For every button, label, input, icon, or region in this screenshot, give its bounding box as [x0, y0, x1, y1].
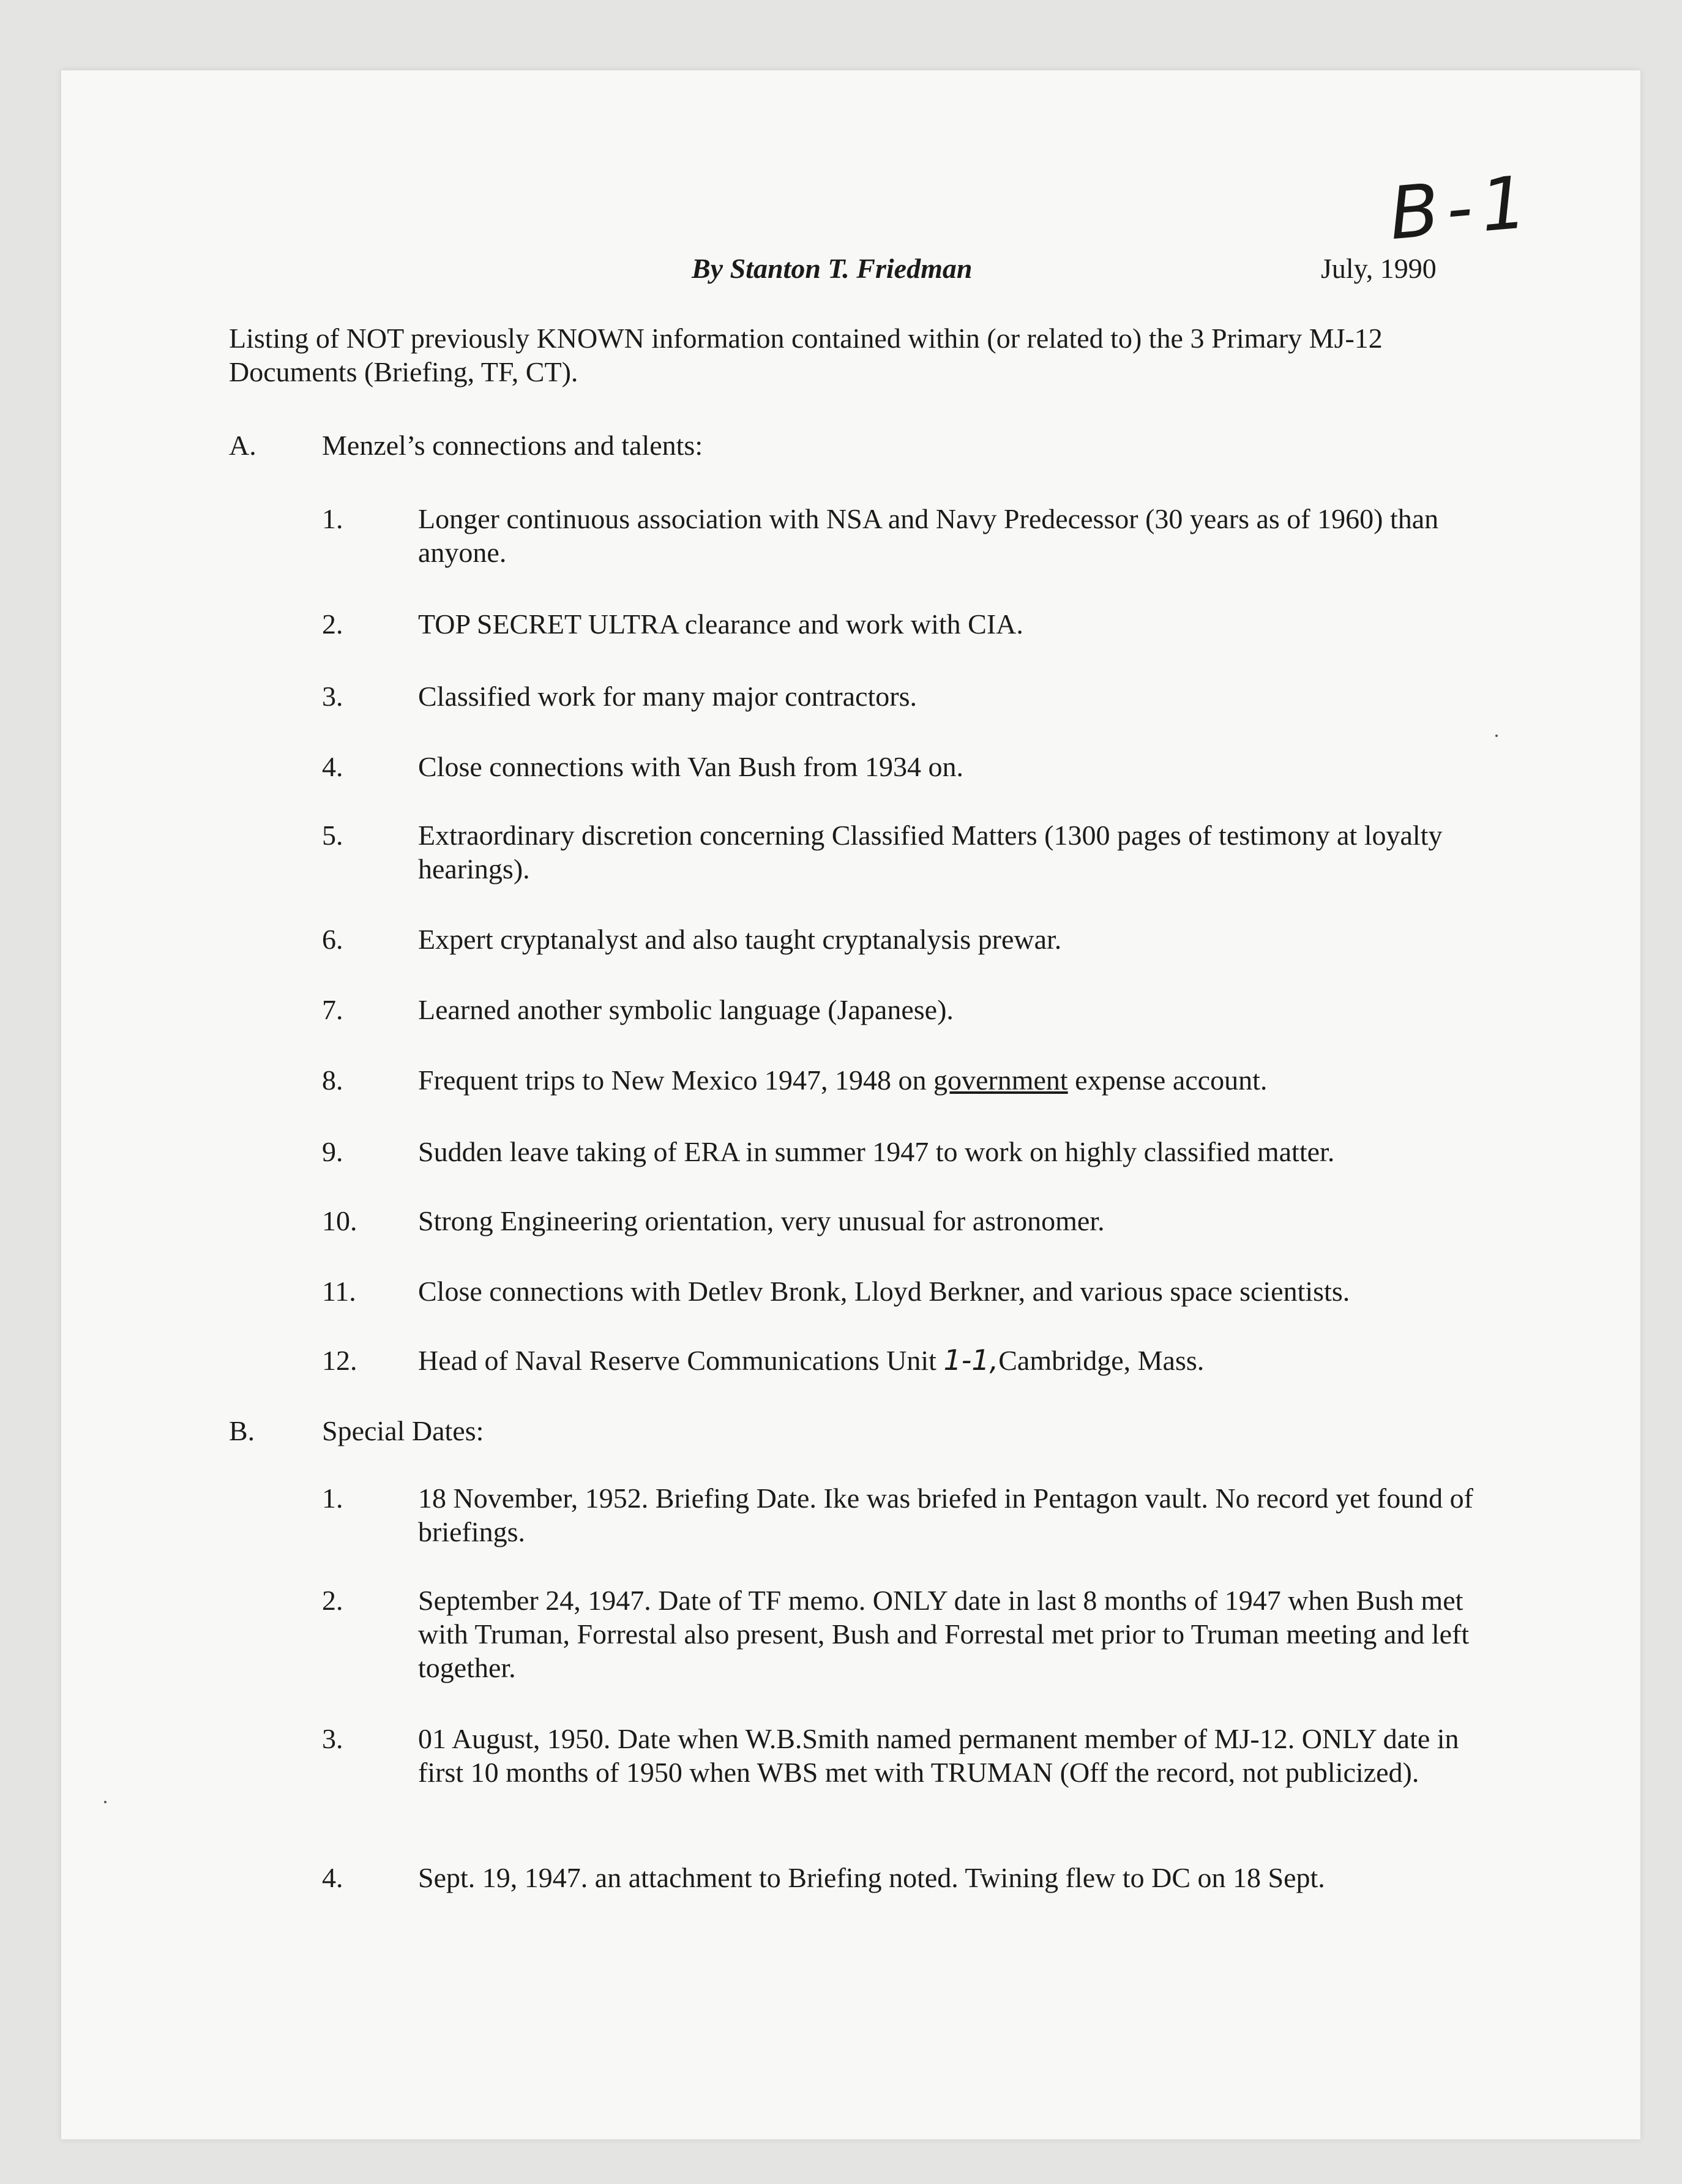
- list-item-number: 4.: [322, 1862, 343, 1893]
- section-b-title: Special Dates:: [322, 1415, 484, 1446]
- list-item-number: 6.: [322, 924, 343, 955]
- scan-speck: [1495, 735, 1498, 737]
- list-item-text: 01 August, 1950. Date when W.B.Smith named permanent member of MJ-12. ONLY date in first 10 months of 1950 when WBS met with TRUMAN (Off the record, not publicized).: [418, 1723, 1459, 1788]
- list-item-number: 7.: [322, 994, 343, 1025]
- list-item-text: [418, 1344, 1486, 1377]
- list-item-number: 1.: [322, 1483, 343, 1514]
- handwritten-unit-number: 1-1,: [943, 1344, 999, 1377]
- list-item-number: 12.: [322, 1345, 357, 1376]
- text-segment: Frequent trips to New Mexico 1947, 1948 on: [418, 1064, 933, 1096]
- list-item-text: September 24, 1947. Date of TF memo. ONLY date in last 8 months of 1947 when Bush met with Truman, Forrestal also present, Bush and Forrestal met prior to Truman meeting and left together.: [418, 1585, 1470, 1683]
- section-a-title: Menzel’s connections and talents:: [322, 430, 703, 461]
- text-segment: expense account.: [1067, 1064, 1268, 1096]
- list-item-number: 4.: [322, 751, 343, 782]
- list-item-text: Sept. 19, 1947. an attachment to Briefing noted. Twining flew to DC on 18 Sept.: [418, 1862, 1325, 1893]
- list-item-number: 3.: [322, 1723, 343, 1754]
- list-item-number: 8.: [322, 1064, 343, 1096]
- list-item-text: Strong Engineering orientation, very unusual for astronomer.: [418, 1205, 1105, 1236]
- section-b-letter: B.: [229, 1415, 255, 1446]
- list-item-text: Expert cryptanalyst and also taught cryptanalysis prewar.: [418, 924, 1062, 955]
- list-item-text: TOP SECRET ULTRA clearance and work with CIA.: [418, 608, 1023, 640]
- list-item-number: 3.: [322, 681, 343, 712]
- list-item-text: Close connections with Van Bush from 1934 on.: [418, 751, 963, 782]
- list-item-text: Sudden leave taking of ERA in summer 1947 to work on highly classified matter.: [418, 1136, 1335, 1167]
- list-item-number: 5.: [322, 820, 343, 851]
- intro-paragraph: Listing of NOT previously KNOWN information contained within (or related to) the 3 Primary MJ-12 Documents (Briefing, TF, CT).: [229, 323, 1383, 387]
- list-item-text: 18 November, 1952. Briefing Date. Ike was briefed in Pentagon vault. No record yet found of briefings.: [418, 1483, 1473, 1547]
- list-item-number: 2.: [322, 608, 343, 640]
- list-item-text: Longer continuous association with NSA and Navy Predecessor (30 years as of 1960) than anyone.: [418, 503, 1439, 568]
- scan-speck: [104, 1801, 107, 1803]
- document-date: July, 1990: [1321, 253, 1437, 284]
- list-item-text: Learned another symbolic language (Japanese).: [418, 994, 954, 1025]
- section-a-letter: A.: [229, 430, 256, 461]
- handwritten-page-reference: B-1: [1386, 159, 1539, 256]
- underlined-word: government: [933, 1064, 1068, 1096]
- text-segment: Cambridge, Mass.: [998, 1345, 1205, 1376]
- list-item-number: 2.: [322, 1585, 343, 1616]
- list-item-number: 9.: [322, 1136, 343, 1167]
- list-item-number: 11.: [322, 1276, 356, 1307]
- author-byline: By Stanton T. Friedman: [692, 253, 973, 284]
- list-item-text: Extraordinary discretion concerning Classified Matters (1300 pages of testimony at loyalty hearings).: [418, 820, 1443, 884]
- list-item-text: [418, 1063, 1486, 1097]
- list-item-text: Classified work for many major contractors.: [418, 681, 917, 712]
- list-item-text: Close connections with Detlev Bronk, Lloyd Berkner, and various space scientists.: [418, 1276, 1350, 1307]
- list-item-number: 10.: [322, 1205, 357, 1236]
- text-segment: Head of Naval Reserve Communications Unit: [418, 1345, 944, 1376]
- list-item-number: 1.: [322, 503, 343, 534]
